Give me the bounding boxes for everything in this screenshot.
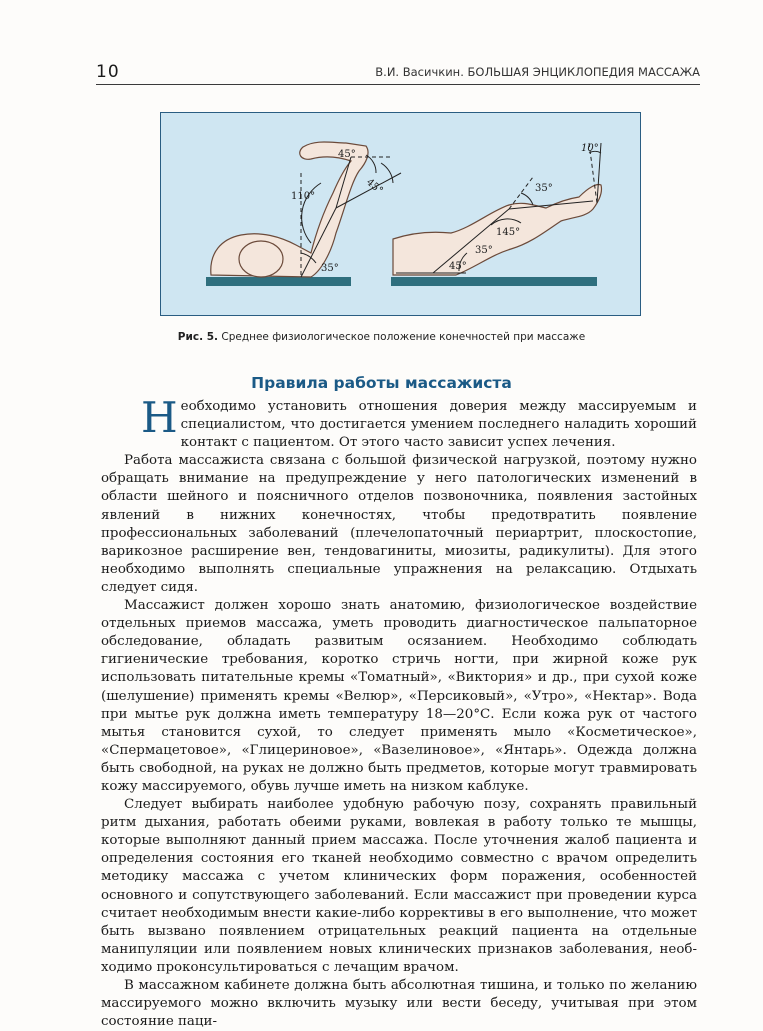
paragraph: Массажист должен хорошо знать анатомию, физиологическое воздействие отдельных приемов массажа, уметь проводить диагностическое пальпаторное обследование, обладать развитым осязанием. Необходимо соблюдать гигиенические требования, коротко стричь ногти, при жирной коже рук использовать питательные кремы «Томатный», «Виктория» и др., при сухой коже (шелушение) применять кремы «Велюр», «Персиковый», «Утро», «Нектар». Вода при мытье рук должна иметь температуру 18—20°С. Если кожа рук от частого мытья становится сухой, то следует применять мыло «Косметическое», «Спермацетовое», «Глицериновое», «Вазелиновое», «Янтарь». Одежда должна быть свободной, на руках не должно быть предметов, которые могут травмировать кожу массируемого, обувь лучше иметь на низком каблуке.: [101, 598, 697, 794]
drop-cap: Н: [141, 393, 178, 442]
floor-bar-right: [391, 277, 597, 286]
paragraph: Следует выбирать наиболее удобную рабочую позу, сохранять правильный ритм дыхания, работать обеими руками, вовлекая в работу только те мышцы, которые выполняют данный прием массажа. После уточнения жалоб пациента и определения состояния его тканей необходимо совместно с врачом определить методику массажа с учетом клинических форм поражения, особенностей основного и сопутствующего заболеваний. Если массажист при проведении курса считает необходимым внести какие-либо коррективы в его выполнение, что может быть вызвано появлением отрицательных реакций пациента на отдельные манипуляции или появлением новых клинических признаков заболевания, необходимо проконсультироваться с лечащим врачом.: [101, 797, 697, 975]
angle-label: 35°: [535, 183, 553, 194]
paragraph: В массажном кабинете должна быть абсолютная тишина, и только по желанию массируемого можно включить музыку или вести беседу, учитывая при этом состояние паци-: [101, 978, 697, 1030]
section-title: Правила работы массажиста: [251, 374, 512, 392]
page-number: 10: [96, 62, 120, 82]
figure-caption: [0, 331, 763, 343]
article-body: [101, 393, 697, 1031]
running-title: В.И. Васичкин. БОЛЬШАЯ ЭНЦИКЛОПЕДИЯ МАССАЖА: [375, 65, 700, 79]
caption-text: Среднее физиологическое положение конечностей при массаже: [221, 331, 586, 343]
angle-label: 145°: [496, 227, 521, 238]
running-header: [96, 62, 700, 85]
paragraph-text: еобходимо установить отношения доверия между массируемым и специалистом, что достигается умением последнего наладить хороший контакт с пациентом. От этого часто зависит успех лечения.: [180, 399, 697, 451]
paragraph: Работа массажиста связана с большой физической нагрузкой, поэтому нужно обращать внимание на предупреждение у него патологических изменений в области шейного и поясничного отделов позвоночника, появления застойных явлений в нижних конечностях, чтобы предотвратить появление профессиональных заболеваний (плечелопаточный периартрит, плоскостопие, варикозное расширение вен, тендовагиниты, миозиты, радикулиты). Для этого необходимо выполнять специальные упражнения на релаксацию. Отдыхать следует сидя.: [101, 453, 697, 595]
paragraph: [101, 393, 697, 452]
limb-positions-illustration: [161, 113, 642, 317]
floor-bar-left: [206, 277, 351, 286]
caption-label: Рис. 5.: [177, 331, 219, 343]
figure-limb-positions: [160, 112, 641, 316]
angle-label: 35°: [321, 263, 339, 274]
angle-label: 45°: [338, 149, 356, 160]
angle-label: 45°: [364, 176, 385, 197]
angle-label: 45°: [449, 261, 467, 272]
angle-label: 35°: [475, 245, 493, 256]
angle-label: 10°: [581, 143, 599, 154]
angle-label: 110°: [291, 191, 316, 202]
arm-shape: [211, 142, 368, 277]
head-shape: [239, 241, 283, 277]
